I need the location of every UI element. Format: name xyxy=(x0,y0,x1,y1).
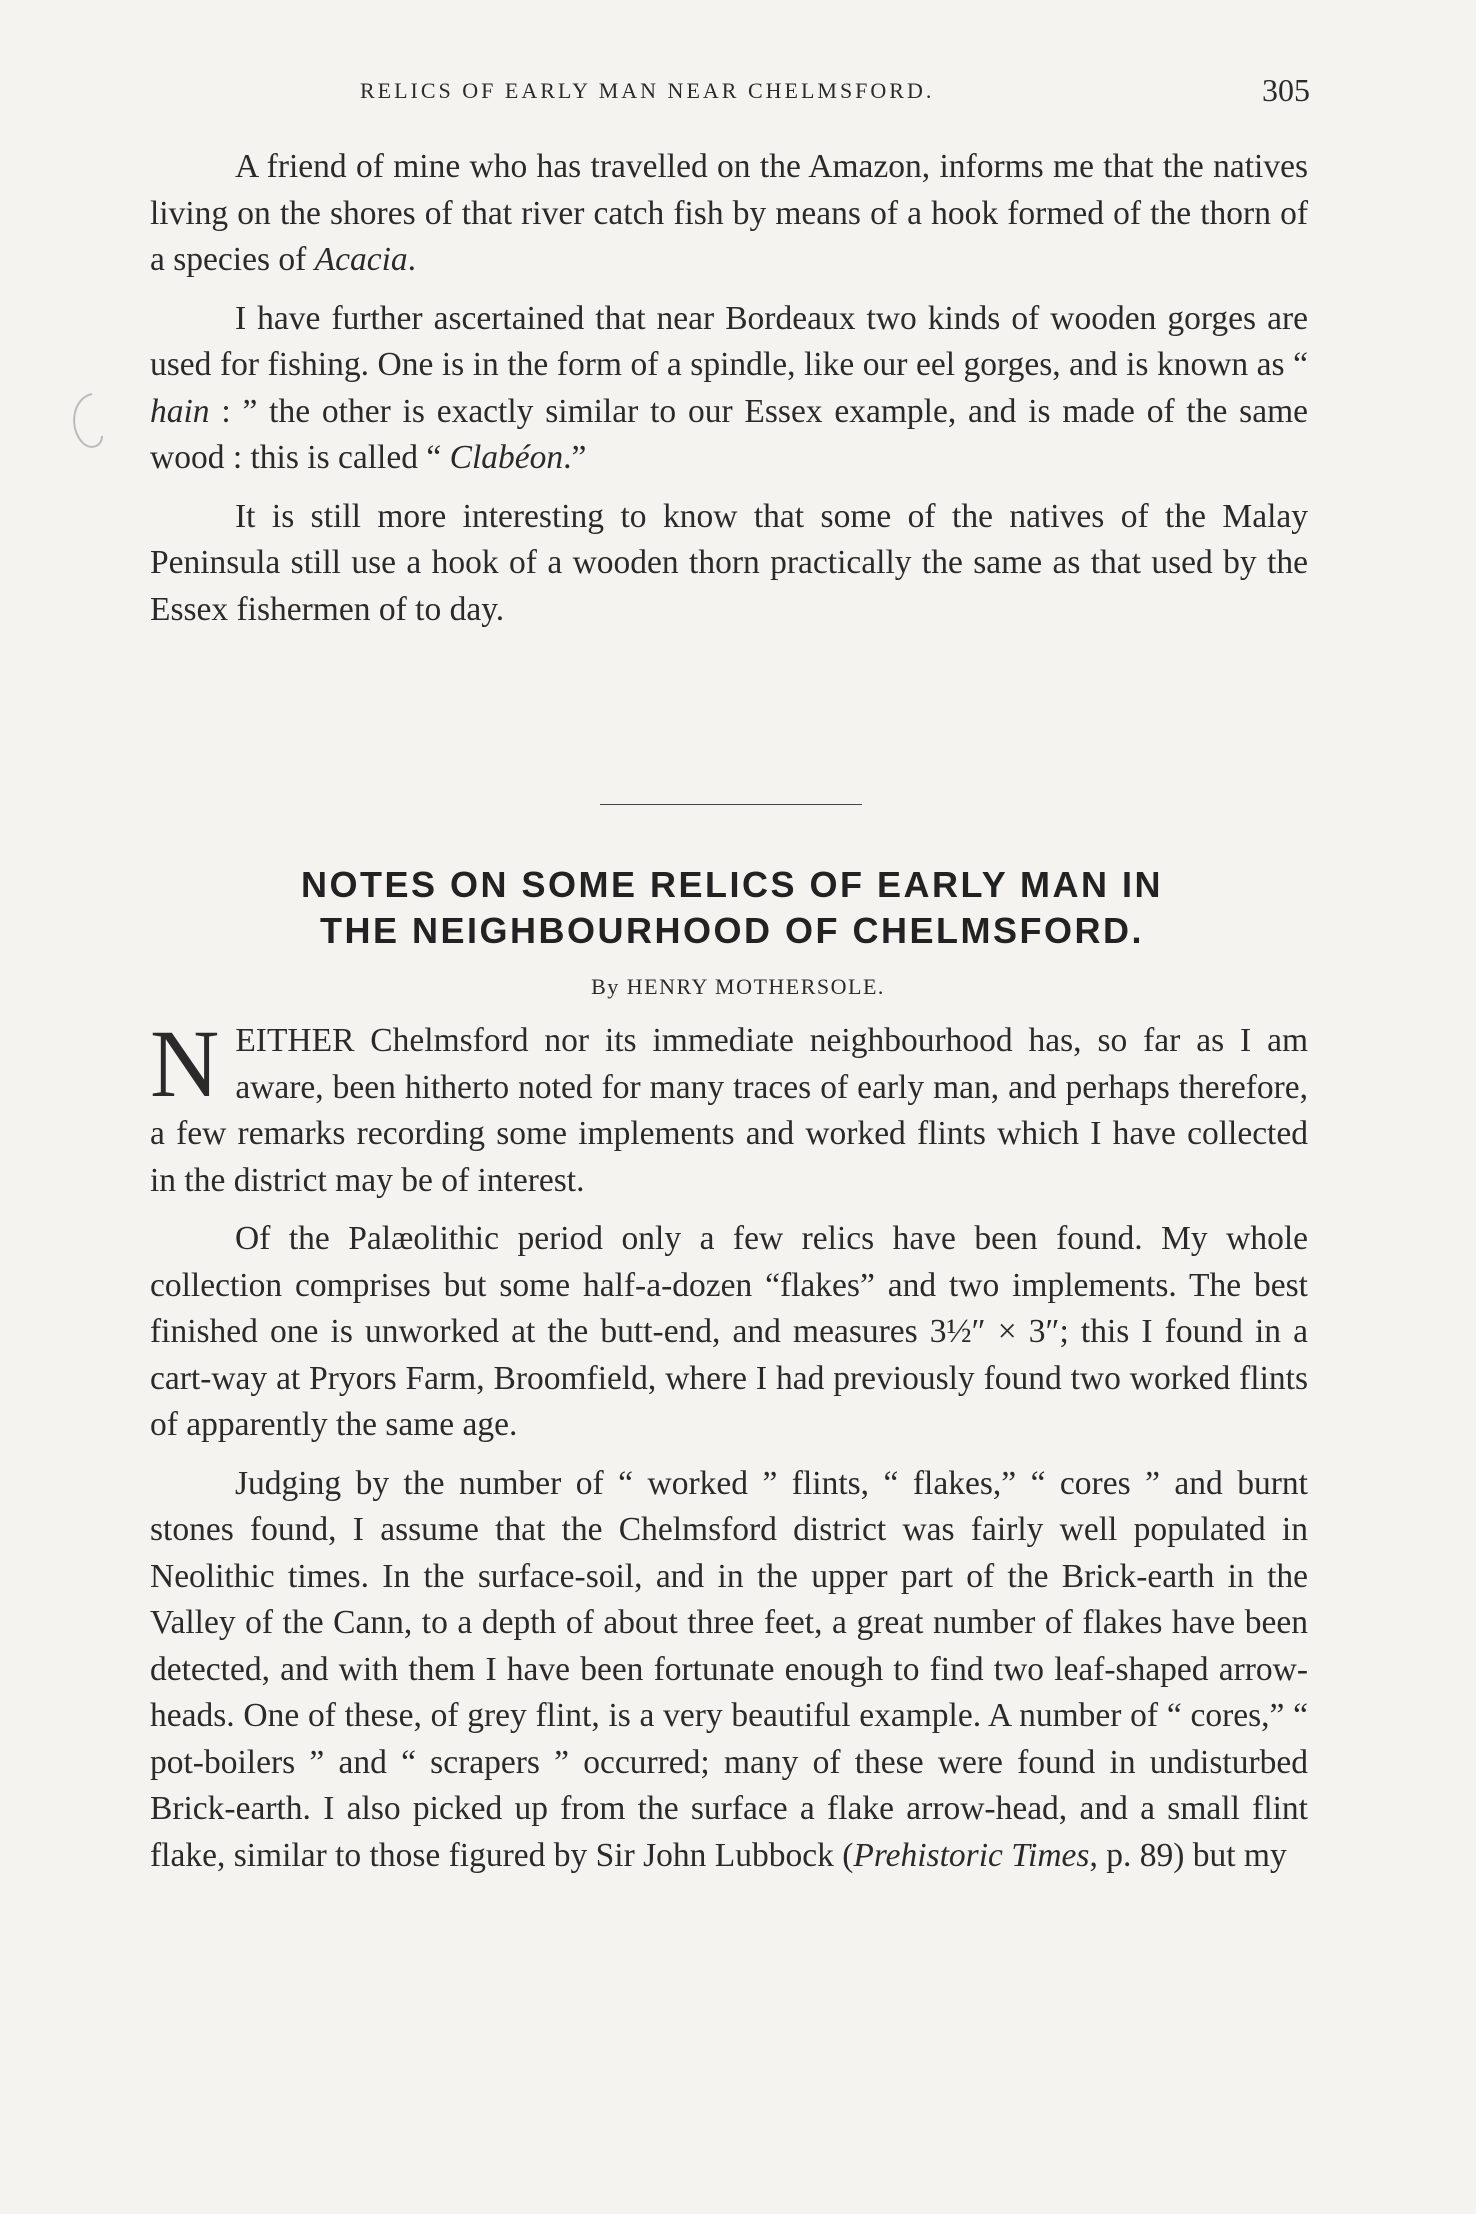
running-title: RELICS OF EARLY MAN NEAR CHELMSFORD. xyxy=(360,78,935,103)
title-line-1: NOTES ON SOME RELICS OF EARLY MAN IN xyxy=(300,864,1164,905)
article-body xyxy=(150,1010,1308,1879)
section-divider xyxy=(600,804,862,805)
paragraph-bordeaux: I have further ascertained that near Bordeaux two kinds of wooden gorges are used for fishing. One is in the form of a spindle, like our eel gorges, and is known as “ hain : ” the other is exactly similar to our Essex example, and is made of the same wood : this is called “ Clabéon.” xyxy=(150,299,1308,476)
paragraph-amazon: A friend of mine who has travelled on the Amazon, informs me that the natives living on the shores of that river catch fish by means of a hook formed of the thorn of a species of Acacia. xyxy=(150,148,1308,278)
title-line-2: THE NEIGHBOURHOOD OF CHELMSFORD. xyxy=(320,910,1144,951)
margin-mark-icon xyxy=(62,390,110,452)
running-head xyxy=(150,72,1310,122)
paragraph-intro: NEITHER Chelmsford nor its immediate neighbourhood has, so far as I am aware, been hitherto noted for many traces of early man, and perhaps therefore, a few remarks recording some implements and worked flints which I have collected in the district may be of interest. xyxy=(150,1010,1308,1199)
paragraph-palaeolithic: Of the Palæolithic period only a few relics have been found. My whole collection comprises but some half-a-dozen “flakes” and two implements. The best finished one is unworked at the butt-end, and measures 3½″ × 3″; this I found in a cart-way at Pryors Farm, Broomfield, where I had previously found two worked flints of apparently the same age. xyxy=(150,1220,1308,1443)
byline: By HENRY MOTHERSOLE. xyxy=(591,974,885,999)
article-title xyxy=(120,862,1344,954)
paragraph-neolithic: Judging by the number of “ worked ” flints, “ flakes,” “ cores ” and burnt stones found, I assume that the Chelmsford district was fairly well populated in Neolithic times. In the surface-soil, and in the upper part of the Brick-earth in the Valley of the Cann, to a depth of about three feet, a great number of flakes have been detected, and with them I have been fortunate enough to find two leaf-shaped arrow-heads. One of these, of grey flint, is a very beautiful example. A number of “ cores,” “ pot-boilers ” and “ scrapers ” occurred; many of these were found in undisturbed Brick-earth. I also picked up from the surface a flake arrow-head, and a small flint flake, similar to those figured by Sir John Lubbock (Prehistoric Times, p. 89) but my xyxy=(150,1464,1308,1874)
page-number: 305 xyxy=(1262,72,1310,108)
previous-article-text xyxy=(150,144,1308,633)
paragraph-malay: It is still more interesting to know that some of the natives of the Malay Peninsula still use a hook of a wooden thorn practically the same as that used by the Essex fishermen of to day. xyxy=(150,497,1308,628)
drop-cap: N xyxy=(150,1010,220,1117)
